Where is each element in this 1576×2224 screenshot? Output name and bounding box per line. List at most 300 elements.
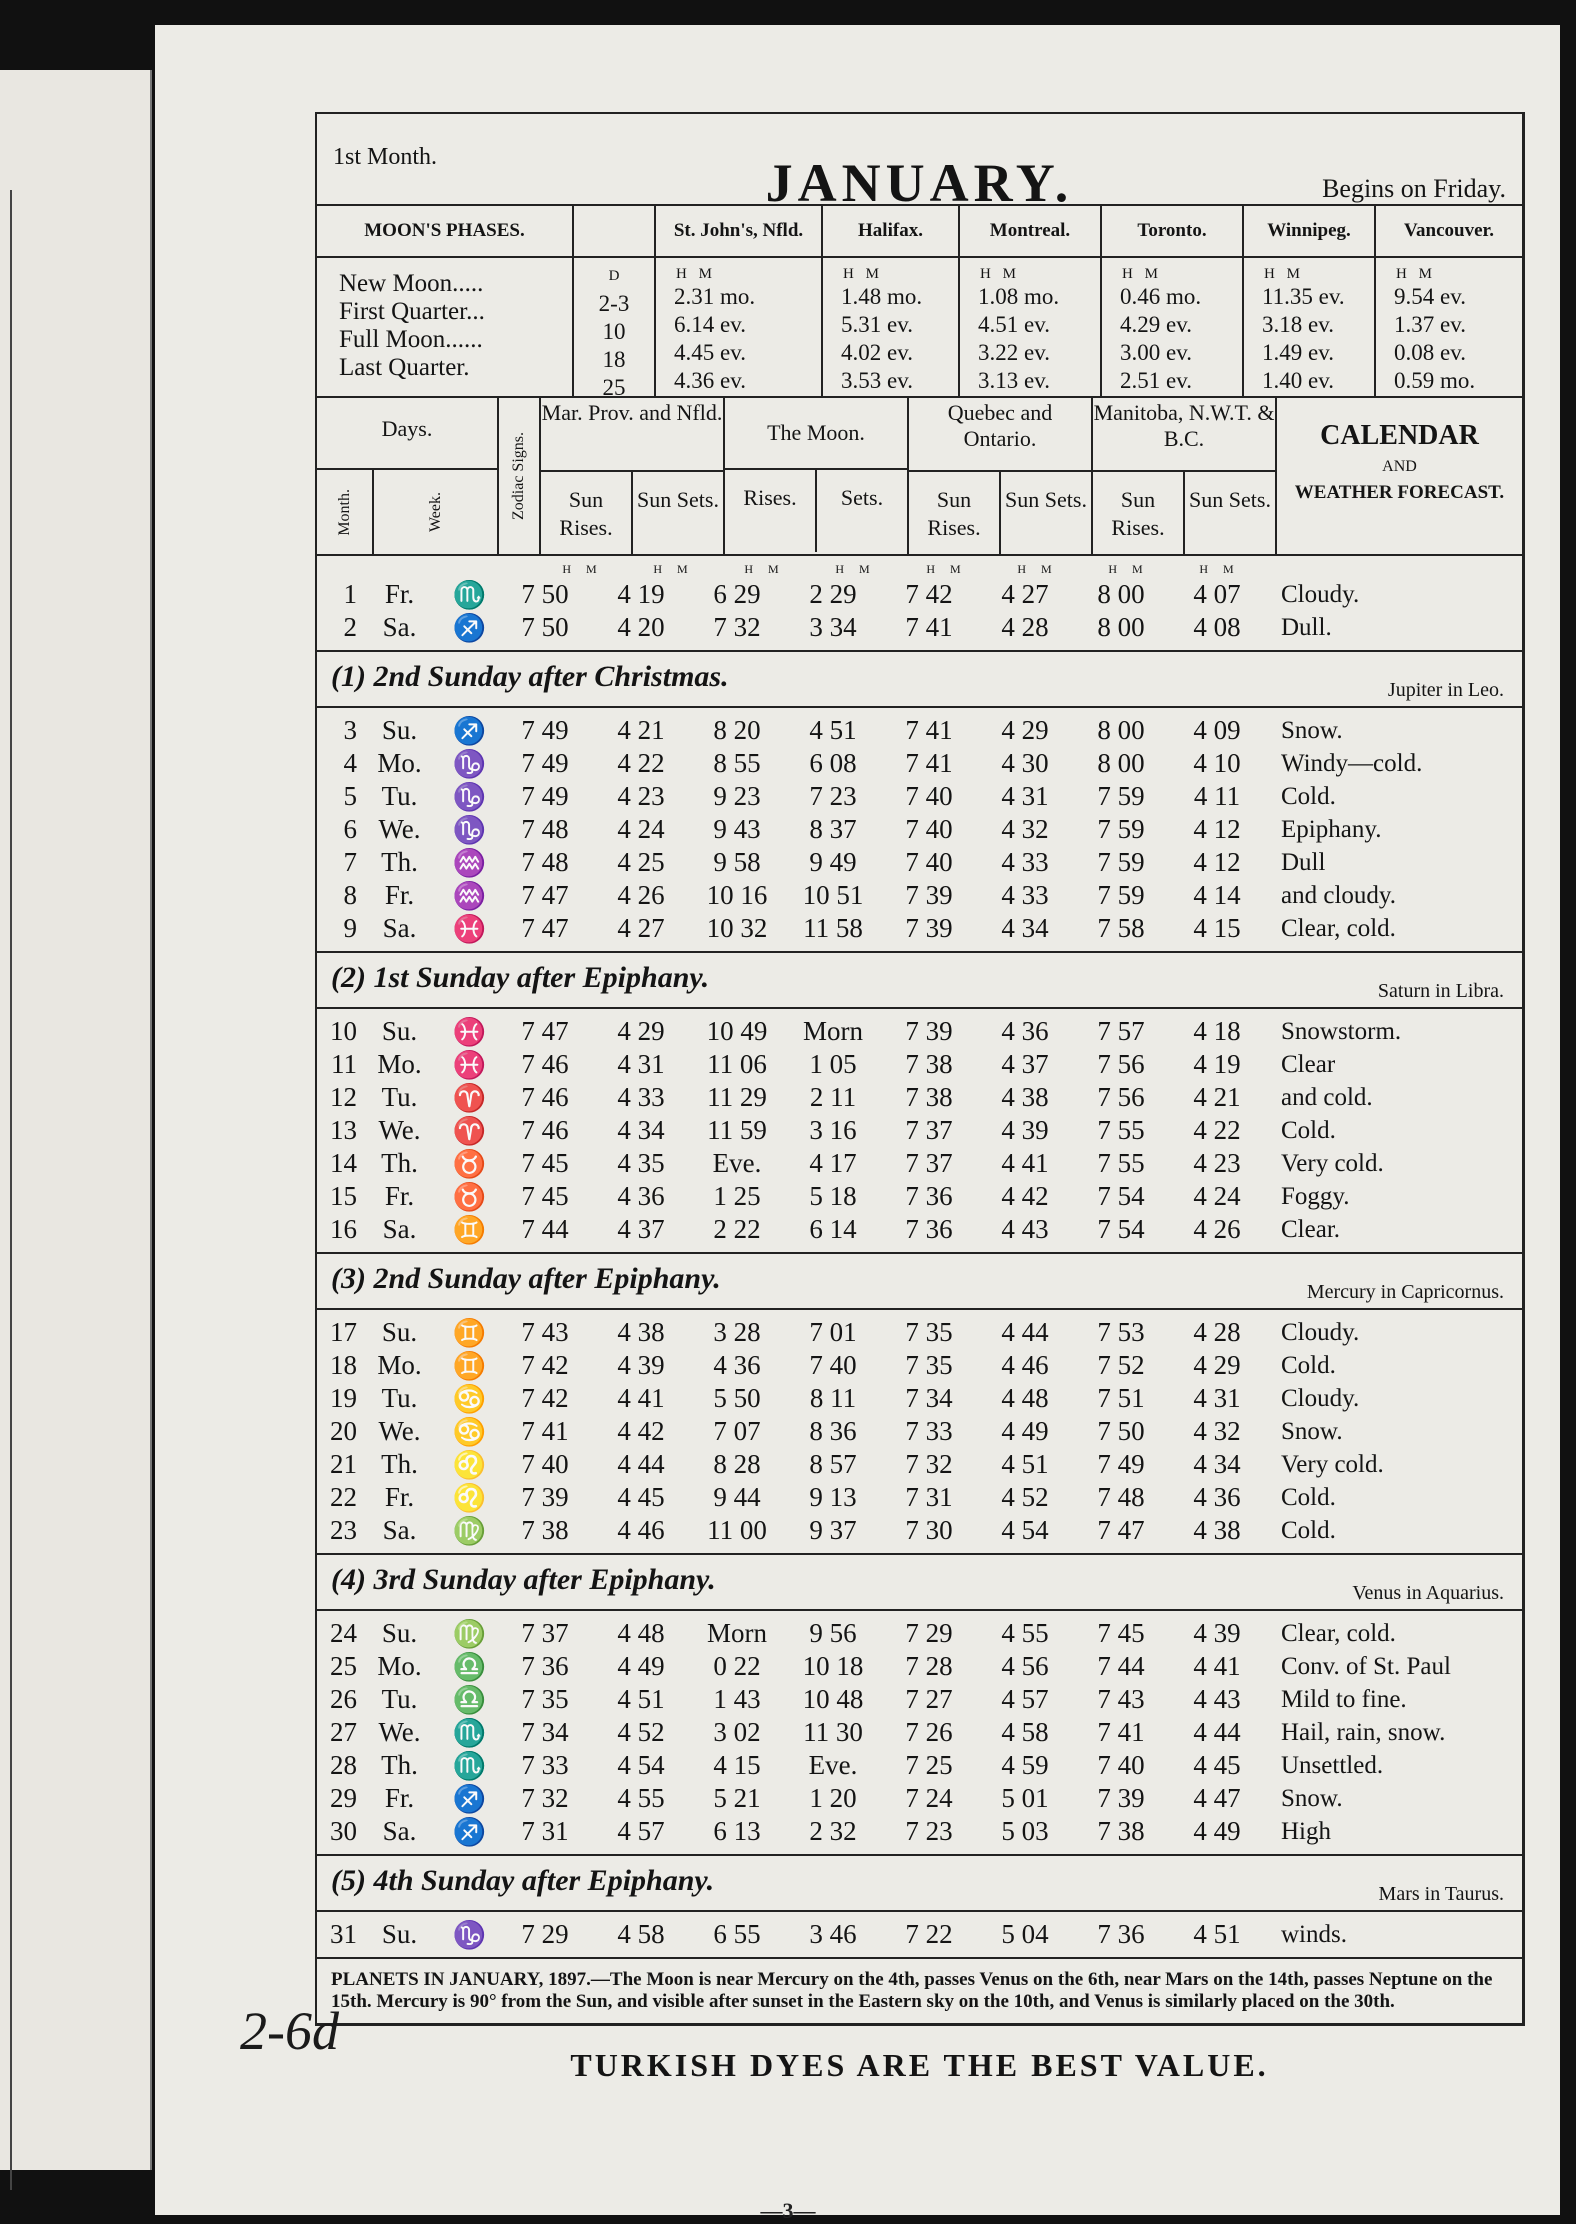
phase-time: 3.53 ev. — [841, 368, 913, 393]
facing-page-edge — [0, 190, 12, 2190]
forecast: Hail, rain, snow. — [1281, 1718, 1446, 1746]
hm-label: H M — [843, 266, 883, 282]
time-cell: 4 44 — [617, 1449, 665, 1479]
day-row — [317, 747, 1522, 780]
facing-page — [0, 70, 152, 2170]
forecast: Very cold. — [1281, 1450, 1384, 1478]
zodiac-sign: ♈ — [452, 1115, 487, 1146]
time-cell: 7 50 — [521, 579, 569, 609]
time-cell: 4 56 — [1001, 1651, 1049, 1681]
days-header — [317, 398, 499, 554]
zodiac-sign: ♒ — [452, 847, 487, 878]
time-cell: 9 58 — [713, 847, 761, 877]
calendar-column-headers — [317, 398, 1522, 556]
time-cell: 8 00 — [1097, 612, 1145, 642]
time-cell: 7 59 — [1097, 847, 1145, 877]
time-cell: 7 33 — [521, 1750, 569, 1780]
time-cell: 4 19 — [617, 579, 665, 609]
day-row — [317, 1716, 1522, 1749]
time-cell: 4 23 — [1193, 1148, 1241, 1178]
day-of-week: Tu. — [381, 781, 418, 811]
zodiac-sign: ♊ — [452, 1214, 487, 1245]
zodiac-sign: ♑ — [452, 781, 487, 812]
phase-time: 1.08 mo. — [978, 284, 1060, 309]
time-cell: 7 36 — [905, 1214, 953, 1244]
time-cell: 4 28 — [1001, 612, 1049, 642]
time-cell: 4 22 — [617, 748, 665, 778]
hm-label: H M — [1017, 562, 1058, 576]
time-cell: 4 39 — [1001, 1115, 1049, 1145]
day-of-week: We. — [378, 1115, 421, 1145]
location-halifax — [823, 206, 960, 396]
day-row — [317, 846, 1522, 879]
zodiac-sign: ♎ — [452, 1651, 487, 1682]
time-cell: 4 36 — [617, 1181, 665, 1211]
day-of-month: 3 — [343, 715, 357, 745]
time-cell: 4 43 — [1193, 1684, 1241, 1714]
day-of-week: Su. — [381, 715, 418, 745]
hm-label: H M — [835, 562, 876, 576]
time-cell: 4 37 — [1001, 1049, 1049, 1079]
time-cell: 4 59 — [1001, 1750, 1049, 1780]
mar-prov-header — [541, 398, 725, 554]
phase-day: 18 — [602, 347, 626, 372]
time-cell: 8 37 — [809, 814, 857, 844]
time-cell: 4 33 — [1001, 847, 1049, 877]
location-name: St. John's, Nfld. — [656, 206, 821, 258]
time-cell: 4 15 — [713, 1750, 761, 1780]
time-cell: 4 39 — [617, 1350, 665, 1380]
forecast: Cloudy. — [1281, 1318, 1360, 1346]
hm-label: H M — [676, 266, 716, 282]
time-cell: 7 38 — [1097, 1816, 1145, 1846]
time-cell: 7 39 — [905, 1016, 953, 1046]
day-of-month: 20 — [330, 1416, 357, 1446]
time-cell: 11 58 — [803, 913, 863, 943]
time-cell: 7 47 — [521, 1016, 569, 1046]
week-block — [317, 1912, 1522, 1957]
time-cell: 4 38 — [1193, 1515, 1241, 1545]
day-of-week: Su. — [381, 1618, 418, 1648]
day-of-week: Th. — [381, 1750, 418, 1780]
time-cell: 7 32 — [713, 612, 761, 642]
time-cell: Eve. — [712, 1148, 762, 1178]
time-cell: 10 49 — [706, 1016, 768, 1046]
time-cell: 7 37 — [905, 1115, 953, 1145]
forecast: Conv. of St. Paul — [1281, 1652, 1451, 1680]
time-cell: 4 32 — [1193, 1416, 1241, 1446]
time-cell: 7 51 — [1097, 1383, 1145, 1413]
phase-time: 3.22 ev. — [978, 340, 1050, 365]
time-cell: 9 44 — [713, 1482, 761, 1512]
time-cell: 4 27 — [1001, 579, 1049, 609]
day-of-week: We. — [378, 814, 421, 844]
phase-time: 4.45 ev. — [674, 340, 746, 365]
time-cell: 7 48 — [521, 847, 569, 877]
time-cell: 7 24 — [905, 1783, 953, 1813]
time-cell: 7 33 — [905, 1416, 953, 1446]
zodiac-sign: ♑ — [452, 1919, 487, 1950]
forecast: Dull. — [1281, 613, 1332, 641]
time-cell: 4 33 — [1001, 880, 1049, 910]
time-cell: 7 42 — [521, 1350, 569, 1380]
time-cell: 7 56 — [1097, 1082, 1145, 1112]
day-label: D — [608, 268, 620, 284]
day-row — [317, 780, 1522, 813]
time-cell: 4 20 — [617, 612, 665, 642]
time-cell: 4 55 — [617, 1783, 665, 1813]
time-cell: 2 29 — [809, 579, 857, 609]
time-cell: 7 49 — [1097, 1449, 1145, 1479]
sun-sets-label: Sun Sets. — [1005, 487, 1087, 512]
week-block — [317, 1310, 1522, 1553]
time-cell: 8 00 — [1097, 579, 1145, 609]
time-cell: 4 18 — [1193, 1016, 1241, 1046]
time-cell: 4 57 — [617, 1816, 665, 1846]
week-block — [317, 1009, 1522, 1252]
location-name: Toronto. — [1102, 206, 1242, 258]
time-cell: 7 54 — [1097, 1181, 1145, 1211]
phase-time: 4.02 ev. — [841, 340, 913, 365]
week-block — [317, 708, 1522, 951]
time-cell: 6 14 — [809, 1214, 857, 1244]
time-cell: 7 23 — [905, 1816, 953, 1846]
time-cell: 7 27 — [905, 1684, 953, 1714]
day-of-month: 10 — [330, 1016, 357, 1046]
time-cell: 7 35 — [905, 1350, 953, 1380]
time-cell: 4 45 — [1193, 1750, 1241, 1780]
time-cell: 7 53 — [1097, 1317, 1145, 1347]
time-cell: 3 28 — [713, 1317, 761, 1347]
day-of-week: We. — [378, 1717, 421, 1747]
day-of-month: 17 — [330, 1317, 357, 1347]
day-of-month: 28 — [330, 1750, 357, 1780]
zodiac-sign: ♈ — [452, 1082, 487, 1113]
day-of-month: 1 — [343, 579, 357, 609]
zodiac-sign: ♐ — [452, 715, 487, 746]
time-cell: 4 31 — [1193, 1383, 1241, 1413]
day-of-month: 14 — [330, 1148, 357, 1178]
day-of-week: Sa. — [382, 612, 417, 642]
time-cell: 0 22 — [713, 1651, 761, 1681]
week-block — [317, 556, 1522, 650]
zodiac-header — [499, 398, 541, 554]
day-row — [317, 813, 1522, 846]
zodiac-sign: ♑ — [452, 814, 487, 845]
time-cell: 7 40 — [905, 781, 953, 811]
day-row — [317, 1382, 1522, 1415]
day-of-week: Th. — [381, 847, 418, 877]
day-of-month: 25 — [330, 1651, 357, 1681]
time-cell: 7 38 — [521, 1515, 569, 1545]
time-cell: 1 43 — [713, 1684, 761, 1714]
day-of-month: 29 — [330, 1783, 357, 1813]
day-row — [317, 1180, 1522, 1213]
phase-time: 3.00 ev. — [1120, 340, 1192, 365]
forecast: Mild to fine. — [1281, 1685, 1407, 1713]
time-cell: 7 56 — [1097, 1049, 1145, 1079]
time-cell: 4 46 — [1001, 1350, 1049, 1380]
forecast: Clear, cold. — [1281, 1619, 1396, 1647]
day-of-week: Sa. — [382, 913, 417, 943]
time-cell: 7 46 — [521, 1049, 569, 1079]
time-cell: 4 12 — [1193, 847, 1241, 877]
day-of-week: Fr. — [384, 1181, 415, 1211]
time-cell: 4 42 — [1001, 1181, 1049, 1211]
time-cell: 7 35 — [521, 1684, 569, 1714]
time-cell: 7 52 — [1097, 1350, 1145, 1380]
day-of-week: Su. — [381, 1016, 418, 1046]
time-cell: 4 08 — [1193, 612, 1241, 642]
time-cell: 4 29 — [1193, 1350, 1241, 1380]
zodiac-sign: ♋ — [452, 1383, 487, 1414]
time-cell: 5 04 — [1001, 1919, 1049, 1949]
planet-note: Saturn in Libra. — [1377, 980, 1504, 1002]
hm-label: H M — [562, 562, 603, 576]
manitoba-header — [1093, 398, 1277, 554]
time-cell: 4 24 — [617, 814, 665, 844]
time-cell: 7 40 — [809, 1350, 857, 1380]
time-cell: 7 59 — [1097, 781, 1145, 811]
day-row — [317, 879, 1522, 912]
day-of-month: 18 — [330, 1350, 357, 1380]
day-of-month: 11 — [331, 1049, 357, 1079]
time-cell: 8 20 — [713, 715, 761, 745]
time-cell: 4 46 — [617, 1515, 665, 1545]
time-cell: 7 23 — [809, 781, 857, 811]
location-stjohns — [656, 206, 823, 396]
week-column-label: Week. — [426, 491, 444, 533]
month-title: JANUARY. — [765, 153, 1074, 213]
forecast: Epiphany. — [1281, 815, 1382, 843]
time-cell: 5 50 — [713, 1383, 761, 1413]
location-name: Winnipeg. — [1244, 206, 1374, 258]
time-cell: 8 11 — [809, 1383, 857, 1413]
time-cell: 2 22 — [713, 1214, 761, 1244]
time-cell: 4 58 — [617, 1919, 665, 1949]
zodiac-sign: ♎ — [452, 1684, 487, 1715]
time-cell: 7 32 — [521, 1783, 569, 1813]
time-cell: 7 26 — [905, 1717, 953, 1747]
time-cell: 7 39 — [905, 913, 953, 943]
time-cell: 9 49 — [809, 847, 857, 877]
time-cell: 7 46 — [521, 1115, 569, 1145]
time-cell: 3 02 — [713, 1717, 761, 1747]
moon-header — [725, 398, 909, 554]
phase-name: Full Moon...... — [339, 326, 483, 353]
day-row — [317, 1683, 1522, 1716]
turkish-dyes-ad: TURKISH DYES ARE THE BEST VALUE. — [317, 2023, 1522, 2107]
phase-time: 5.31 ev. — [841, 312, 913, 337]
time-cell: 7 46 — [521, 1082, 569, 1112]
time-cell: 4 57 — [1001, 1684, 1049, 1714]
day-of-week: Sa. — [382, 1214, 417, 1244]
time-cell: 5 18 — [809, 1181, 857, 1211]
time-cell: 4 49 — [1193, 1816, 1241, 1846]
phase-name: Last Quarter. — [339, 354, 470, 381]
zodiac-sign: ♓ — [452, 1016, 487, 1047]
time-cell: 7 59 — [1097, 880, 1145, 910]
day-of-month: 21 — [330, 1449, 357, 1479]
sun-rises-label: Sun Rises. — [541, 472, 633, 554]
time-cell: 1 05 — [809, 1049, 857, 1079]
time-cell: 4 43 — [1001, 1214, 1049, 1244]
time-cell: 7 22 — [905, 1919, 953, 1949]
time-cell: 4 38 — [617, 1317, 665, 1347]
phase-time: 0.59 mo. — [1394, 368, 1476, 393]
hm-label: H M — [653, 562, 694, 576]
forecast: Very cold. — [1281, 1149, 1384, 1177]
time-cell: 4 09 — [1193, 715, 1241, 745]
time-cell: 4 29 — [617, 1016, 665, 1046]
day-of-month: 7 — [343, 847, 357, 877]
begins-label: Begins on Friday. — [1322, 174, 1506, 203]
forecast: High — [1281, 1817, 1331, 1845]
time-cell: 4 33 — [617, 1082, 665, 1112]
time-cell: 7 47 — [521, 913, 569, 943]
phase-time: 3.18 ev. — [1262, 312, 1334, 337]
day-of-week: Mo. — [377, 1651, 422, 1681]
calendar-sheet — [315, 112, 1525, 2083]
time-cell: 4 54 — [617, 1750, 665, 1780]
time-cell: 4 27 — [617, 913, 665, 943]
time-cell: 3 34 — [809, 612, 857, 642]
day-row — [317, 1015, 1522, 1048]
time-cell: 4 45 — [617, 1482, 665, 1512]
time-cell: 7 49 — [521, 715, 569, 745]
phase-time: 0.08 ev. — [1394, 340, 1466, 365]
zodiac-sign: ♊ — [452, 1317, 487, 1348]
time-cell: Eve. — [808, 1750, 858, 1780]
time-cell: 7 47 — [521, 880, 569, 910]
sunday-title: (2) 1st Sunday after Epiphany. — [331, 961, 710, 994]
zodiac-sign: ♏ — [452, 1717, 487, 1748]
location-name: Montreal. — [960, 206, 1100, 258]
time-cell: 4 29 — [1001, 715, 1049, 745]
phase-time: 1.49 ev. — [1262, 340, 1334, 365]
time-cell: 7 34 — [521, 1717, 569, 1747]
phase-time: 1.40 ev. — [1262, 368, 1334, 393]
phase-time: 3.13 ev. — [978, 368, 1050, 393]
time-cell: 7 41 — [1097, 1717, 1145, 1747]
day-row — [317, 1048, 1522, 1081]
forecast: winds. — [1281, 1920, 1347, 1948]
time-cell: 7 40 — [1097, 1750, 1145, 1780]
time-cell: 1 25 — [713, 1181, 761, 1211]
day-row — [317, 1114, 1522, 1147]
day-of-week: Sa. — [382, 1515, 417, 1545]
time-cell: 4 12 — [1193, 814, 1241, 844]
time-cell: 9 37 — [809, 1515, 857, 1545]
forecast: Snow. — [1281, 716, 1343, 744]
time-cell: 7 07 — [713, 1416, 761, 1446]
time-cell: 4 36 — [713, 1350, 761, 1380]
time-cell: 9 43 — [713, 814, 761, 844]
time-cell: 4 51 — [617, 1684, 665, 1714]
time-cell: 7 49 — [521, 748, 569, 778]
day-of-week: Th. — [381, 1148, 418, 1178]
zodiac-sign: ♏ — [452, 579, 487, 610]
time-cell: 7 36 — [521, 1651, 569, 1681]
day-row — [317, 1514, 1522, 1547]
zodiac-sign: ♌ — [452, 1482, 487, 1513]
time-cell: 4 48 — [617, 1618, 665, 1648]
time-cell: 7 42 — [905, 579, 953, 609]
time-cell: 7 34 — [905, 1383, 953, 1413]
time-cell: 4 25 — [617, 847, 665, 877]
day-row — [317, 1415, 1522, 1448]
time-cell: 7 43 — [521, 1317, 569, 1347]
time-cell: 4 10 — [1193, 748, 1241, 778]
time-cell: 4 36 — [1001, 1016, 1049, 1046]
time-cell: 7 55 — [1097, 1148, 1145, 1178]
day-of-month: 30 — [330, 1816, 357, 1846]
time-cell: 9 13 — [809, 1482, 857, 1512]
zodiac-sign: ♉ — [452, 1148, 487, 1179]
day-of-week: Su. — [381, 1317, 418, 1347]
time-cell: Morn — [707, 1618, 767, 1648]
time-cell: 4 52 — [1001, 1482, 1049, 1512]
phase-name: First Quarter... — [339, 298, 485, 325]
day-row — [317, 1918, 1522, 1951]
time-cell: 8 55 — [713, 748, 761, 778]
time-cell: 7 28 — [905, 1651, 953, 1681]
time-cell: 4 14 — [1193, 880, 1241, 910]
time-cell: 4 21 — [617, 715, 665, 745]
time-cell: 5 21 — [713, 1783, 761, 1813]
zodiac-sign: ♓ — [452, 913, 487, 944]
time-cell: 4 17 — [809, 1148, 857, 1178]
day-row — [317, 714, 1522, 747]
time-cell: Morn — [803, 1016, 863, 1046]
time-cell: 4 39 — [1193, 1618, 1241, 1648]
sunday-heading — [317, 650, 1522, 708]
days-label: Days. — [317, 398, 497, 470]
day-row — [317, 1147, 1522, 1180]
time-cell: 7 31 — [905, 1482, 953, 1512]
day-of-week: Tu. — [381, 1082, 418, 1112]
time-cell: 7 37 — [521, 1618, 569, 1648]
sun-rises-label: Sun Rises. — [1093, 472, 1185, 554]
time-cell: 4 38 — [1001, 1082, 1049, 1112]
hm-label: H M — [926, 562, 967, 576]
phase-day: 25 — [602, 375, 626, 400]
day-of-month: 24 — [330, 1618, 357, 1648]
time-cell: 11 29 — [707, 1082, 767, 1112]
phase-time: 4.29 ev. — [1120, 312, 1192, 337]
page-number: —3— — [760, 2198, 816, 2223]
time-cell: 7 50 — [1097, 1416, 1145, 1446]
time-cell: 7 41 — [905, 612, 953, 642]
time-cell: 5 01 — [1001, 1783, 1049, 1813]
calendar-forecast-header — [1277, 398, 1522, 554]
sunday-title: (3) 2nd Sunday after Epiphany. — [331, 1262, 721, 1295]
day-of-month: 26 — [330, 1684, 357, 1714]
phase-time: 11.35 ev. — [1262, 284, 1345, 309]
time-cell: 7 38 — [905, 1082, 953, 1112]
sunday-title: (1) 2nd Sunday after Christmas. — [331, 660, 729, 693]
moon-sets-label: Sets. — [840, 485, 884, 510]
month-header — [317, 114, 1522, 213]
zodiac-sign: ♊ — [452, 1350, 487, 1381]
time-cell: 4 36 — [1193, 1482, 1241, 1512]
time-cell: 7 59 — [1097, 814, 1145, 844]
month-label: 1st Month. — [333, 144, 438, 170]
time-cell: 7 35 — [905, 1317, 953, 1347]
hm-label: H M — [980, 266, 1020, 282]
day-of-month: 2 — [343, 612, 357, 642]
time-cell: 7 39 — [905, 880, 953, 910]
